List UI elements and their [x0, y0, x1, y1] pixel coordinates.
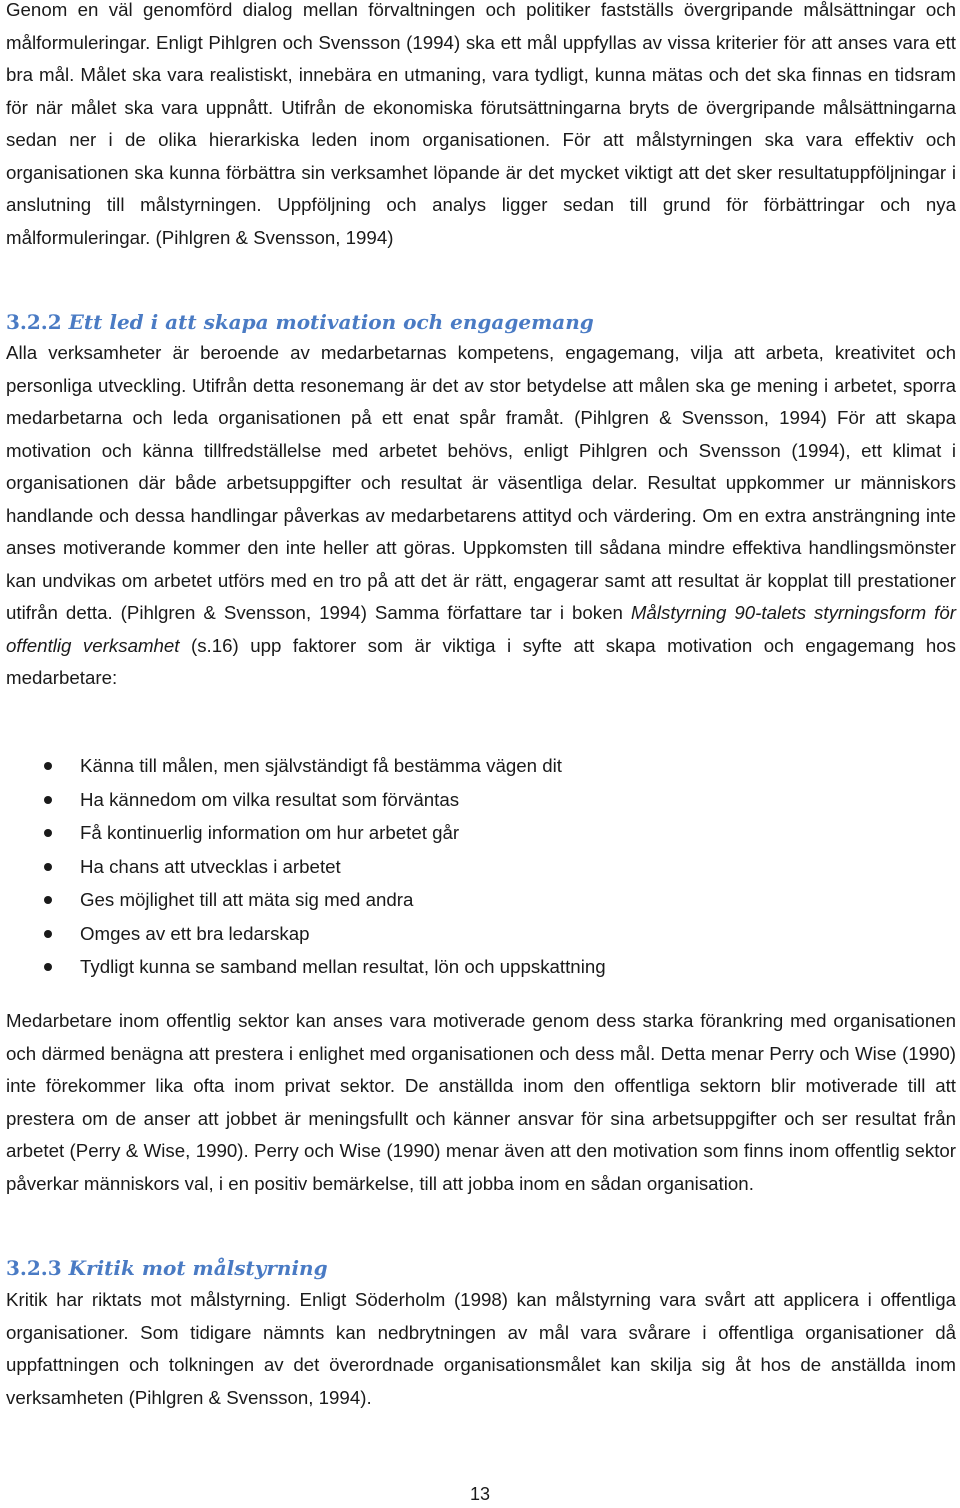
section-number: 3.2.2: [6, 310, 62, 334]
paragraph-goal-dialogue: Genom en väl genomförd dialog mellan förvaltningen och politiker fastställs övergripande målsättningar och målformuleringar. Enligt Pihlgren och Svensson (1994) ska ett mål uppfyllas av vissa kriterier för att anses vara ett bra mål. Målet ska vara realistiskt, innebära en utmaning, vara tydligt, kunna mätas och det ska finnas en tidsram för när målet ska vara uppnått. Utifrån de ekonomiska förutsättningarna bryts de övergripande målsättningarna sedan ner i de olika hierarkiska leden inom organisationen. För att målstyrningen ska vara effektiv och organisationen ska kunna förbättra sin verksamhet löpande är det mycket viktigt att det sker resultatuppföljningar i anslutning till målstyrningen. Uppföljning och analys ligger sedan till grund för förbättringar och nya målformuleringar. (Pihlgren & Svensson, 1994): [6, 0, 956, 248]
list-item: Ha kännedom om vilka resultat som förväntas: [6, 783, 956, 817]
bullet-icon: [44, 829, 52, 837]
bullet-icon: [44, 796, 52, 804]
list-item: Ha chans att utvecklas i arbetet: [6, 850, 956, 884]
section-heading-3-2-3: [6, 1252, 328, 1284]
paragraph-motivation: [6, 337, 956, 695]
section-number: 3.2.3: [6, 1256, 62, 1280]
paragraph-text: Alla verksamheter är beroende av medarbetarnas kompetens, engagemang, vilja att arbeta, kreativitet och personliga utveckling. Utifrån detta resonemang är det av stor betydelse att målen ska ge mening i arbetet, sporra medarbetarna och leda organisationen på ett enat spår framåt. (Pihlgren & Svensson, 1994) För att skapa motivation och känna tillfredställelse med arbetet behövs, enligt Pihlgren och Svensson (1994), ett klimat i organisationen där både arbetsuppgifter och resultat är väsentliga delar. Resultat uppkommer ur människors handlande och dessa handlingar påverkas av medarbetarens attityd och värdering. Om en extra ansträngning inte anses motiverande kommer den inte heller att göras. Uppkomsten till sådana mindre effektiva handlingsmönster kan undvikas om arbetet utförs med en tro på att det är rätt, engagerar samt att resultat är kopplat till prestationer utifrån detta. (Pihlgren & Svensson, 1994) Samma författare tar i boken: [6, 342, 956, 623]
section-title: Ett led i att skapa motivation och engagemang: [68, 310, 594, 334]
list-item: Känna till målen, men självständigt få bestämma vägen dit: [6, 749, 956, 783]
section-title: Kritik mot målstyrning: [68, 1256, 328, 1280]
paragraph-text: (s.16) upp faktorer som är viktiga i syfte att skapa motivation och engagemang hos medarbetare:: [6, 634, 956, 688]
bullet-icon: [44, 930, 52, 938]
list-item: Tydligt kunna se samband mellan resultat, lön och uppskattning: [6, 950, 956, 984]
bullet-icon: [44, 863, 52, 871]
list-item: Få kontinuerlig information om hur arbetet går: [6, 816, 956, 850]
motivation-factors-list: [6, 749, 956, 984]
bullet-icon: [44, 963, 52, 971]
paragraph-criticism: Kritik har riktats mot målstyrning. Enligt Söderholm (1998) kan målstyrning vara svårt att applicera i offentliga organisationer. Som tidigare nämnts kan nedbrytningen av mål vara svårare i offentliga organisationer då uppfattningen och tolkningen av det överordnade organisationsmålet kan skilja sig åt hos de anställda inom verksamheten (Pihlgren & Svensson, 1994).: [6, 1289, 956, 1408]
list-item: Ges möjlighet till att mäta sig med andra: [6, 883, 956, 917]
book-title: Målstyrning 90-talets styrningsform för offentlig verksamhet: [6, 602, 956, 656]
list-item: Omges av ett bra ledarskap: [6, 917, 956, 951]
page-number: 13: [469, 1484, 491, 1504]
section-heading-3-2-2: [6, 306, 594, 338]
bullet-icon: [44, 762, 52, 770]
bullet-icon: [44, 896, 52, 904]
paragraph-public-sector: Medarbetare inom offentlig sektor kan anses vara motiverade genom dess starka förankring med organisationen och därmed benägna att prestera i enlighet med organisationen och dess mål. Detta menar Perry och Wise (1990) inte förekommer lika ofta inom privat sektor. De anställda inom den offentliga sektorn blir motiverade till att prestera om de anser att jobbet är meningsfullt och känner ansvar för sina arbetsuppgifter och ser resultat från arbetet (Perry & Wise, 1990). Perry och Wise (1990) menar även att den motivation som finns inom offentlig sektor påverkar människors val, i en positiv bemärkelse, till att jobba inom en sådan organisation.: [6, 1010, 956, 1194]
